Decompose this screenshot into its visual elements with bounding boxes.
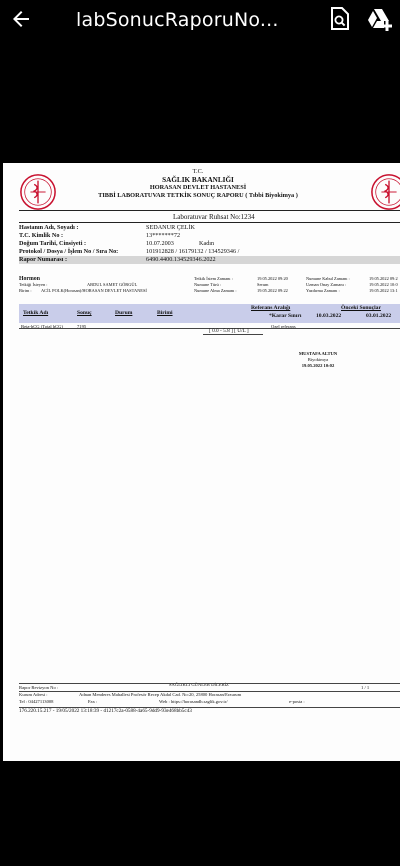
divider — [203, 334, 263, 335]
results-table-header — [19, 304, 400, 323]
column-header: 10.03.2022 — [316, 313, 342, 319]
column-header: Tetkik Adı — [23, 310, 49, 316]
header-hospital: HORASAN DEVLET HASTANESİ — [149, 184, 247, 191]
field-value: 10.07.2003 — [146, 240, 174, 247]
field-label: Uzman Onay Zamanı : — [306, 282, 347, 287]
field-value: 19.05.2022 09:22 — [257, 288, 288, 293]
page-number: 1 / 1 — [361, 685, 370, 690]
divider — [19, 691, 400, 692]
column-header: *Karar Sınırı — [269, 313, 302, 319]
footer-motto: SAĞLIKLI GÜNLER DİLERİZ — [169, 682, 229, 687]
patient-row — [19, 256, 400, 264]
add-to-drive-button[interactable] — [360, 0, 400, 38]
signature-block — [273, 351, 363, 368]
field-label: Tetkiği İsteyen : — [19, 282, 48, 287]
column-header: 03.01.2022 — [366, 313, 392, 319]
patient-row — [19, 240, 400, 248]
lab-report-page — [3, 163, 400, 761]
patient-row — [19, 248, 400, 256]
column-header: Birimi — [157, 310, 173, 316]
sign-date: 19.05.2022 10:02 — [301, 362, 335, 368]
field-value: Serum — [257, 282, 269, 287]
field-value: 19.05.2022 10:0 — [369, 282, 398, 287]
report-header — [93, 168, 303, 200]
add-to-drive-icon — [366, 7, 394, 31]
divider — [19, 683, 400, 684]
phone: Tel : 04427113008 — [19, 699, 54, 704]
field-value: ABDUL SAMET GÖRGÜL — [87, 282, 138, 287]
column-header: Sonuç — [77, 310, 92, 316]
document-search-icon — [329, 7, 351, 31]
divider — [19, 222, 400, 223]
field-label: Numune Türü : — [194, 282, 221, 287]
field-label: Protokol / Dosya / İşlem No / Sıra No: — [19, 248, 119, 255]
test-name: Beta-hCG (Total hCG) — [21, 324, 64, 329]
field-label: Yazdırma Zamanı : — [306, 288, 340, 293]
field-value: ACİL POLK(Horasan)/HORASAN DEVLET HASTANESİ — [41, 288, 147, 293]
ministry-logo-icon — [370, 173, 400, 211]
section-title: Hormon — [19, 276, 40, 282]
header-ministry: SAĞLIK BAKANLIĞI — [162, 176, 234, 184]
field-value: 19.05.2022 13:1 — [369, 288, 398, 293]
field-label: Tetkik İstem Zamanı : — [194, 276, 233, 281]
ministry-logo-icon — [19, 173, 57, 211]
back-arrow-icon — [9, 7, 33, 31]
column-header: Önceki Sonuçlar — [341, 305, 381, 311]
header-report-title: TIBBİ LABORATUVAR TETKİK SONUÇ RAPORU ( Tıbbi Biyokimya ) — [98, 192, 298, 199]
column-header: Referans Aralığı — [251, 305, 291, 311]
field-label: Doğum Tarihi, Cinsiyeti : — [19, 240, 87, 247]
reference-note: Ozel referans — [271, 324, 296, 329]
license-number: Laboratuvar Ruhsat No:1234 — [173, 213, 255, 221]
patient-info — [19, 224, 400, 264]
divider — [19, 210, 400, 211]
field-label: Birim : — [19, 288, 32, 293]
field-value: 13*******72 — [146, 232, 181, 239]
field-label: Hastanın Adı, Soyadı : — [19, 224, 79, 231]
field-label: Rapor Numarası : — [19, 256, 68, 263]
field-value: 19.05.2022 09:20 — [257, 276, 288, 281]
address-label: Kurum Adresi : — [19, 692, 48, 697]
signer-title: Biyokimya — [307, 356, 329, 362]
search-button[interactable] — [320, 0, 360, 38]
test-result: 7195 — [77, 324, 87, 329]
field-value: 6490.4400.134529346.2022 — [146, 256, 216, 263]
field-value: 101912828 / 16179132 / 134529346 / — [146, 248, 240, 255]
print-trace: 176.220.15.217 - 19/05/2022 13:18:39 - d1217c2a-0588-4a65-9dd9-93e468bb5c43 — [19, 708, 192, 714]
signer-name: MUSTAFA ALTUN — [298, 351, 338, 356]
patient-row — [19, 224, 400, 232]
field-value: Kadın — [199, 240, 215, 247]
app-bar — [0, 0, 400, 38]
column-header: Durum — [115, 310, 133, 316]
document-title: labSonucRaporuNo... — [76, 8, 279, 31]
field-value: 19.05.2022 09:2 — [369, 276, 398, 281]
fax: Fax : — [88, 699, 98, 704]
email-label: e-posta : — [289, 699, 305, 704]
website: Web : https://horasandh.saglik.gov.tr/ — [159, 699, 228, 704]
field-label: Numune Alma Zamanı : — [194, 288, 237, 293]
back-button[interactable] — [0, 0, 42, 38]
field-label: Numune Kabul Zamanı : — [306, 276, 350, 281]
field-label: T.C. Kimlik No : — [19, 232, 64, 239]
reference-range: [ 0.0 - 5.8 ] [ U/L ] — [209, 328, 249, 334]
field-value: SEDANUR ÇELİK — [146, 224, 195, 231]
patient-row — [19, 232, 400, 240]
revision-label: Rapor Revizyon No : — [19, 685, 59, 690]
address-value: Adnan Menderes Mahallesi Profesör Recep Akdal Cad. No:20, 25800 Horasan/Erzurum — [79, 692, 242, 697]
header-tc: T.C. — [192, 168, 204, 175]
